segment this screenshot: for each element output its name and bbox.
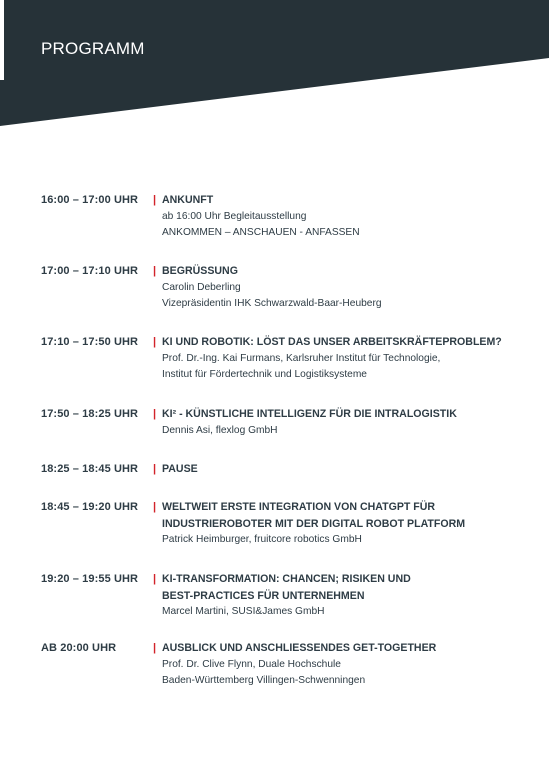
program-time: 18:45 – 19:20 UHR	[41, 501, 139, 513]
program-title: KI-TRANSFORMATION: CHANCEN; RISIKEN UND	[162, 573, 411, 585]
program-item	[41, 263, 541, 313]
separator-bar: |	[153, 463, 157, 475]
program-detail: Prof. Dr.-Ing. Kai Furmans, Karlsruher Institut für Technologie,	[162, 352, 441, 364]
program-content	[162, 263, 541, 313]
program-time: 19:20 – 19:55 UHR	[41, 573, 139, 585]
program-title: KI UND ROBOTIK: LÖST DAS UNSER ARBEITSKRÄFTEPROBLEM?	[162, 336, 502, 348]
program-content	[162, 192, 541, 242]
separator-bar: |	[153, 408, 157, 420]
program-title: AUSBLICK UND ANSCHLIESSENDES GET-TOGETHER	[162, 642, 437, 654]
program-time: 17:50 – 18:25 UHR	[41, 408, 139, 420]
separator-bar: |	[153, 336, 157, 348]
program-detail: Marcel Martini, SUSI&James GmbH	[162, 606, 325, 617]
program-content	[162, 461, 541, 478]
separator-bar: |	[153, 194, 157, 206]
program-time: 16:00 – 17:00 UHR	[41, 194, 139, 206]
program-detail: Vizepräsidentin IHK Schwarzwald-Baar-Heuberg	[162, 298, 382, 309]
program-item	[41, 571, 541, 621]
program-detail: ab 16:00 Uhr Begleitausstellung	[162, 210, 307, 222]
separator-bar: |	[153, 642, 157, 654]
program-title: PAUSE	[162, 463, 198, 475]
separator-bar: |	[153, 573, 157, 585]
program-title: BEST-PRACTICES FÜR UNTERNEHMEN	[162, 589, 365, 602]
program-content	[162, 571, 541, 621]
header-band	[0, 0, 549, 130]
program-title: INDUSTRIEROBOTER MIT DER DIGITAL ROBOT PLATFORM	[162, 517, 466, 530]
program-content	[162, 640, 541, 690]
program-detail: Patrick Heimburger, fruitcore robotics GmbH	[162, 534, 362, 545]
program-time: 17:10 – 17:50 UHR	[41, 336, 139, 348]
program-detail: ANKOMMEN – ANSCHAUEN - ANFASSEN	[162, 227, 360, 238]
program-item	[41, 640, 541, 690]
program-time: AB 20:00 UHR	[41, 642, 117, 654]
separator-bar: |	[153, 265, 157, 277]
separator-bar: |	[153, 501, 157, 513]
program-detail: Prof. Dr. Clive Flynn, Duale Hochschule	[162, 658, 341, 670]
program-content	[162, 406, 541, 439]
program-content	[162, 499, 541, 549]
program-title: WELTWEIT ERSTE INTEGRATION VON CHATGPT FÜR	[162, 501, 436, 513]
program-detail: Institut für Fördertechnik und Logistiksysteme	[162, 369, 367, 380]
program-item	[41, 334, 541, 384]
program-title: KI² - KÜNSTLICHE INTELLIGENZ FÜR DIE INTRALOGISTIK	[162, 408, 457, 420]
program-detail: Carolin Deberling	[162, 281, 241, 293]
program-title: ANKUNFT	[162, 194, 214, 206]
program-detail: Baden-Württemberg Villingen-Schwenningen	[162, 675, 366, 686]
program-detail: Dennis Asi, flexlog GmbH	[162, 424, 278, 436]
header-shape	[0, 0, 549, 130]
program-time: 18:25 – 18:45 UHR	[41, 463, 139, 475]
program-content	[162, 334, 541, 384]
program-item	[41, 461, 541, 478]
program-item	[41, 499, 541, 549]
program-item	[41, 406, 541, 439]
page-title: PROGRAMM	[41, 39, 145, 58]
program-time: 17:00 – 17:10 UHR	[41, 265, 139, 277]
program-item	[41, 192, 541, 242]
program-title: BEGRÜSSUNG	[162, 265, 238, 277]
